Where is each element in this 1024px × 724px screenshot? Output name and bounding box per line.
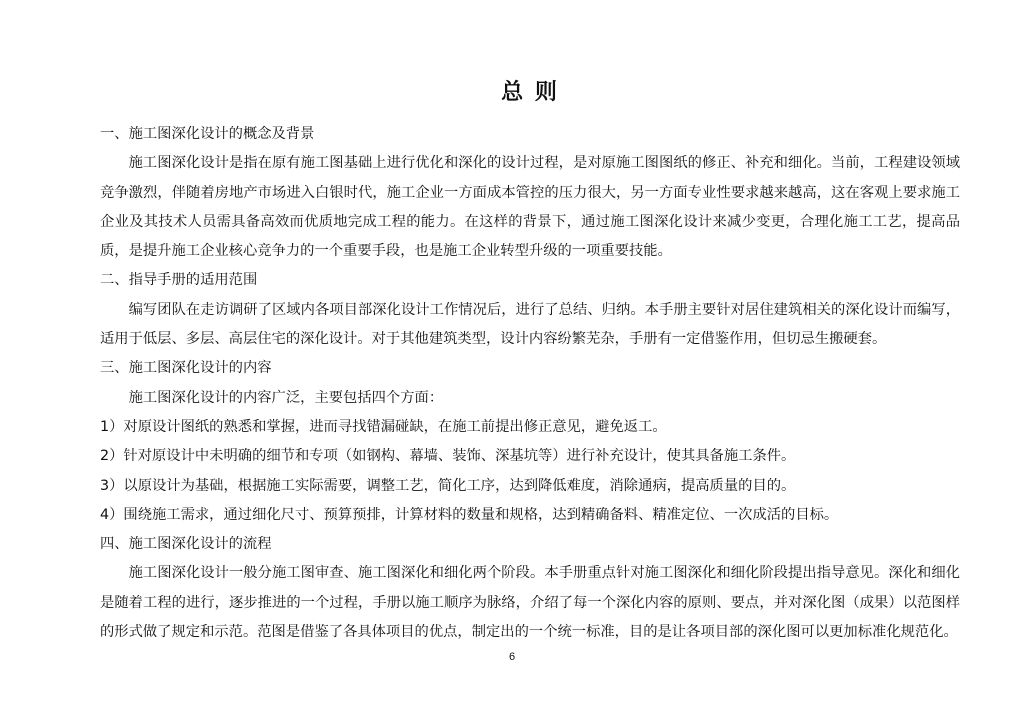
- section-paragraph-3: 施工图深化设计的内容广泛，主要包括四个方面：: [128, 389, 444, 406]
- page-number: 6: [508, 651, 516, 663]
- page-title: 总 则: [501, 79, 559, 105]
- section-heading-1: 一、施工图深化设计的概念及背景: [100, 126, 315, 142]
- section-heading-2: 二、指导手册的适用范围: [100, 272, 258, 289]
- section-paragraph-2: 编写团队在走访调研了区域内各项目部深化设计工作情况后，进行了总结、归纳。本手册主要针对居住建筑相关的深化设计而编写，适用于低层、多层、高层住宅的深化设计。对于其他建筑类型，设计内容纷繁芜杂，手册有一定借鉴作用，但切忌生搬硬套。: [100, 301, 960, 348]
- document-content: [100, 78, 960, 647]
- content-list-item-4: 4）围绕施工需求，通过细化尺寸、预算预排，计算材料的数量和规格，达到精确备料、精准定位、一次成活的目标。: [100, 506, 839, 523]
- content-list-item-2: 2）针对原设计中未明确的细节和专项（如钢构、幕墙、装饰、深基坑等）进行补充设计，使其具备施工条件。: [100, 448, 796, 465]
- section-heading-3: 三、施工图深化设计的内容: [100, 360, 272, 377]
- section-paragraph-4: 施工图深化设计一般分施工图审查、施工图深化和细化两个阶段。本手册重点针对施工图深化和细化阶段提出指导意见。深化和细化是随着工程的进行，逐步推进的一个过程，手册以施工顺序为脉络，介绍了每一个深化内容的原则、要点，并对深化图（成果）以范图样的形式做了规定和示范。范图是借鉴了各具体项目的优点，制定出的一个统一标准，目的是让各项目部的深化图可以更加标准化规范化。: [100, 565, 960, 641]
- content-list-item-1: 1）对原设计图纸的熟悉和掌握，进而寻找错漏碰缺，在施工前提出修正意见，避免返工。: [100, 418, 667, 435]
- content-list-item-3: 3）以原设计为基础，根据施工实际需要，调整工艺，简化工序，达到降低难度，消除通病，提高质量的目的。: [100, 477, 796, 494]
- section-heading-4: 四、施工图深化设计的流程: [100, 536, 272, 553]
- section-paragraph-1: 施工图深化设计是指在原有施工图基础上进行优化和深化的设计过程，是对原施工图图纸的修正、补充和细化。当前，工程建设领域竞争激烈，伴随着房地产市场进入白银时代，施工企业一方面成本管控的压力很大，另一方面专业性要求越来越高，这在客观上要求施工企业及其技术人员需具备高效而优质地完成工程的能力。在这样的背景下，通过施工图深化设计来减少变更，合理化施工工艺，提高品质，是提升施工企业核心竞争力的一个重要手段，也是施工企业转型升级的一项重要技能。: [100, 155, 960, 260]
